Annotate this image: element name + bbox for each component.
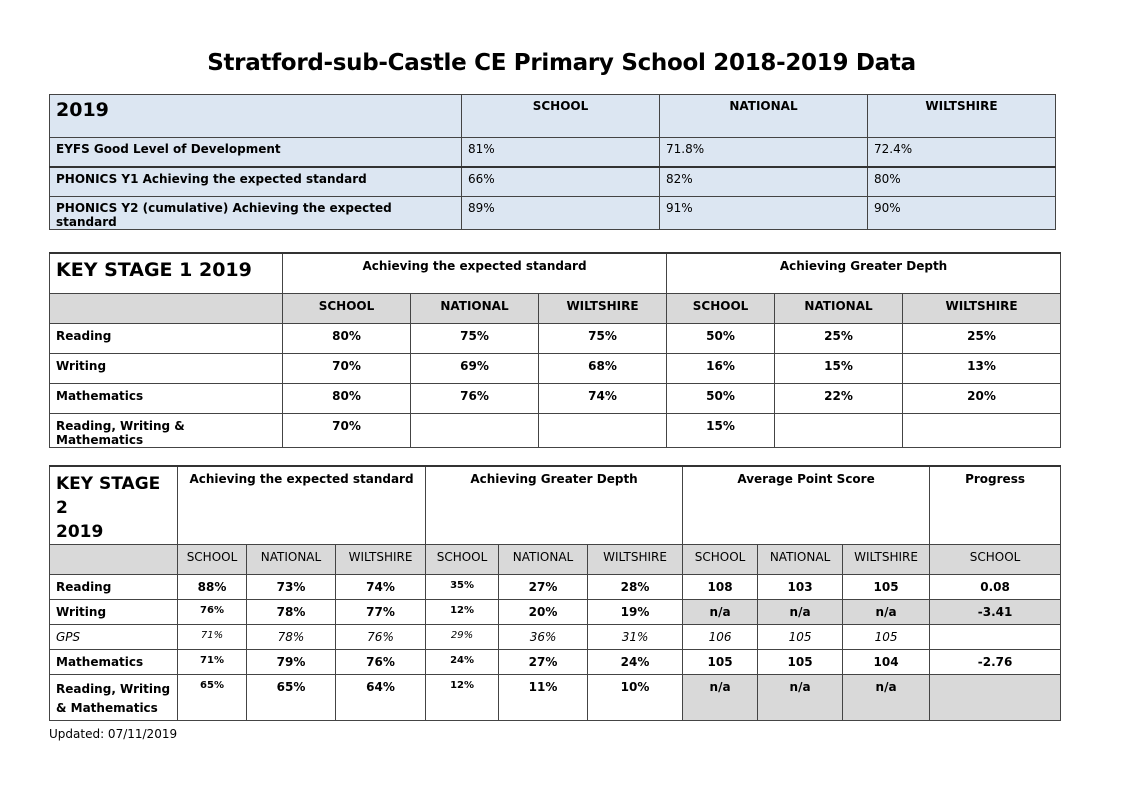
table-cell: 91% bbox=[660, 197, 868, 230]
table-cell: 74% bbox=[336, 575, 426, 600]
col-header: NATIONAL bbox=[499, 545, 588, 575]
table-cell: 50% bbox=[667, 324, 775, 354]
table-cell: 105 bbox=[843, 575, 930, 600]
table-cell: 71.8% bbox=[660, 138, 868, 168]
table-cell: 71% bbox=[178, 625, 247, 650]
table-cell: 78% bbox=[247, 625, 336, 650]
table-cell: 65% bbox=[247, 675, 336, 721]
table-cell: 19% bbox=[588, 600, 683, 625]
table-cell: 27% bbox=[499, 575, 588, 600]
table-cell: 68% bbox=[539, 354, 667, 384]
table-cell: 10% bbox=[588, 675, 683, 721]
table-cell: 88% bbox=[178, 575, 247, 600]
col-header: WILTSHIRE bbox=[868, 95, 1056, 138]
table-cell: 80% bbox=[283, 384, 411, 414]
blank-cell bbox=[50, 545, 178, 575]
col-header: WILTSHIRE bbox=[539, 294, 667, 324]
table-row bbox=[50, 650, 1061, 675]
group-header: Achieving the expected standard bbox=[283, 253, 667, 294]
table-cell: 13% bbox=[903, 354, 1061, 384]
table-cell: 69% bbox=[411, 354, 539, 384]
table-cell: 28% bbox=[588, 575, 683, 600]
table-cell: 16% bbox=[667, 354, 775, 384]
table-cell: 66% bbox=[462, 167, 660, 197]
table-row bbox=[50, 167, 1056, 197]
table-cell: 12% bbox=[426, 675, 499, 721]
table-cell: 80% bbox=[868, 167, 1056, 197]
page-title: Stratford-sub-Castle CE Primary School 2018-2019 Data bbox=[207, 50, 916, 76]
col-header: SCHOOL bbox=[683, 545, 758, 575]
updated-date: Updated: 07/11/2019 bbox=[49, 727, 178, 741]
row-label: Reading bbox=[50, 324, 283, 354]
table-cell: n/a bbox=[683, 600, 758, 625]
table-header-row bbox=[50, 95, 1056, 138]
table-cell: 71% bbox=[178, 650, 247, 675]
table-cell: 78% bbox=[247, 600, 336, 625]
table-cell bbox=[539, 414, 667, 448]
col-header: SCHOOL bbox=[667, 294, 775, 324]
table-cell: 79% bbox=[247, 650, 336, 675]
col-header: WILTSHIRE bbox=[336, 545, 426, 575]
table-cell: 20% bbox=[499, 600, 588, 625]
table-row bbox=[50, 675, 1061, 721]
table-cell: 36% bbox=[499, 625, 588, 650]
table-row bbox=[50, 600, 1061, 625]
table-cell: 12% bbox=[426, 600, 499, 625]
table-row bbox=[50, 197, 1056, 230]
table-cell: 105 bbox=[683, 650, 758, 675]
row-label: Writing bbox=[50, 354, 283, 384]
table-cell: n/a bbox=[843, 600, 930, 625]
table-cell: 105 bbox=[843, 625, 930, 650]
table-cell: 73% bbox=[247, 575, 336, 600]
table-cell: 65% bbox=[178, 675, 247, 721]
table-cell: 25% bbox=[775, 324, 903, 354]
table-cell: 75% bbox=[411, 324, 539, 354]
ks2-heading-line: KEY STAGE 2 bbox=[56, 474, 161, 518]
table-cell: n/a bbox=[843, 675, 930, 721]
col-header: WILTSHIRE bbox=[588, 545, 683, 575]
row-label: Mathematics bbox=[50, 384, 283, 414]
eyfs-phonics-table bbox=[49, 94, 1056, 230]
row-label: Mathematics bbox=[50, 650, 178, 675]
table-cell: -2.76 bbox=[930, 650, 1061, 675]
table-cell: 77% bbox=[336, 600, 426, 625]
group-header: Achieving Greater Depth bbox=[426, 466, 683, 545]
table-cell bbox=[930, 625, 1061, 650]
blank-cell bbox=[50, 294, 283, 324]
row-label: Writing bbox=[50, 600, 178, 625]
row-label: EYFS Good Level of Development bbox=[50, 138, 462, 168]
table-cell: 74% bbox=[539, 384, 667, 414]
table-cell: 108 bbox=[683, 575, 758, 600]
row-label: GPS bbox=[50, 625, 178, 650]
table-row bbox=[50, 384, 1061, 414]
col-header: SCHOOL bbox=[930, 545, 1061, 575]
table-cell: 31% bbox=[588, 625, 683, 650]
group-header: Achieving the expected standard bbox=[178, 466, 426, 545]
table-cell: 89% bbox=[462, 197, 660, 230]
col-header: WILTSHIRE bbox=[843, 545, 930, 575]
table-cell: 35% bbox=[426, 575, 499, 600]
table-row bbox=[50, 324, 1061, 354]
col-header: NATIONAL bbox=[775, 294, 903, 324]
table-row bbox=[50, 354, 1061, 384]
table-cell: 76% bbox=[336, 650, 426, 675]
col-header: SCHOOL bbox=[462, 95, 660, 138]
ks2-heading bbox=[50, 466, 178, 545]
table-cell: -3.41 bbox=[930, 600, 1061, 625]
table-cell: 105 bbox=[758, 650, 843, 675]
row-label-line: Reading, Writing bbox=[56, 682, 171, 696]
row-label-line: & Mathematics bbox=[56, 701, 158, 715]
table-cell: 81% bbox=[462, 138, 660, 168]
table-cell: 70% bbox=[283, 414, 411, 448]
col-header: NATIONAL bbox=[411, 294, 539, 324]
table-cell: 75% bbox=[539, 324, 667, 354]
table-cell: 72.4% bbox=[868, 138, 1056, 168]
col-header: SCHOOL bbox=[426, 545, 499, 575]
table-cell: 11% bbox=[499, 675, 588, 721]
table-row bbox=[50, 575, 1061, 600]
table-cell: 70% bbox=[283, 354, 411, 384]
row-label: PHONICS Y2 (cumulative) Achieving the expected standard bbox=[50, 197, 462, 230]
table-cell: 0.08 bbox=[930, 575, 1061, 600]
table-cell: 106 bbox=[683, 625, 758, 650]
table-cell: 64% bbox=[336, 675, 426, 721]
group-header: Achieving Greater Depth bbox=[667, 253, 1061, 294]
table-cell bbox=[903, 414, 1061, 448]
year-heading: 2019 bbox=[50, 95, 462, 138]
table-cell: 50% bbox=[667, 384, 775, 414]
table-cell: 29% bbox=[426, 625, 499, 650]
table-header-row bbox=[50, 253, 1061, 294]
table-cell: 27% bbox=[499, 650, 588, 675]
table-cell bbox=[930, 675, 1061, 721]
ks1-table bbox=[49, 252, 1061, 448]
table-cell: 90% bbox=[868, 197, 1056, 230]
table-cell: n/a bbox=[758, 675, 843, 721]
ks1-heading: KEY STAGE 1 2019 bbox=[50, 253, 283, 294]
table-cell: 76% bbox=[336, 625, 426, 650]
table-cell: 24% bbox=[588, 650, 683, 675]
table-row bbox=[50, 414, 1061, 448]
table-cell bbox=[411, 414, 539, 448]
row-label: Reading, Writing & Mathematics bbox=[50, 414, 283, 448]
table-cell: 105 bbox=[758, 625, 843, 650]
table-cell: 20% bbox=[903, 384, 1061, 414]
table-row bbox=[50, 138, 1056, 168]
table-cell: 15% bbox=[775, 354, 903, 384]
row-label: Reading bbox=[50, 575, 178, 600]
table-row bbox=[50, 625, 1061, 650]
table-cell: 82% bbox=[660, 167, 868, 197]
table-cell: 25% bbox=[903, 324, 1061, 354]
col-header: WILTSHIRE bbox=[903, 294, 1061, 324]
col-header: SCHOOL bbox=[178, 545, 247, 575]
ks2-heading-line: 2019 bbox=[56, 522, 104, 542]
table-subheader-row bbox=[50, 545, 1061, 575]
col-header: NATIONAL bbox=[660, 95, 868, 138]
table-cell: n/a bbox=[758, 600, 843, 625]
table-cell: 80% bbox=[283, 324, 411, 354]
table-cell: 103 bbox=[758, 575, 843, 600]
ks2-table bbox=[49, 465, 1061, 721]
table-cell: 76% bbox=[178, 600, 247, 625]
table-cell: 15% bbox=[667, 414, 775, 448]
table-header-row bbox=[50, 466, 1061, 545]
table-cell: 76% bbox=[411, 384, 539, 414]
group-header: Average Point Score bbox=[683, 466, 930, 545]
group-header: Progress bbox=[930, 466, 1061, 545]
table-cell: 104 bbox=[843, 650, 930, 675]
table-cell: n/a bbox=[683, 675, 758, 721]
table-cell: 24% bbox=[426, 650, 499, 675]
col-header: NATIONAL bbox=[758, 545, 843, 575]
table-cell bbox=[775, 414, 903, 448]
col-header: SCHOOL bbox=[283, 294, 411, 324]
col-header: NATIONAL bbox=[247, 545, 336, 575]
table-subheader-row bbox=[50, 294, 1061, 324]
row-label: PHONICS Y1 Achieving the expected standard bbox=[50, 167, 462, 197]
row-label bbox=[50, 675, 178, 721]
table-cell: 22% bbox=[775, 384, 903, 414]
